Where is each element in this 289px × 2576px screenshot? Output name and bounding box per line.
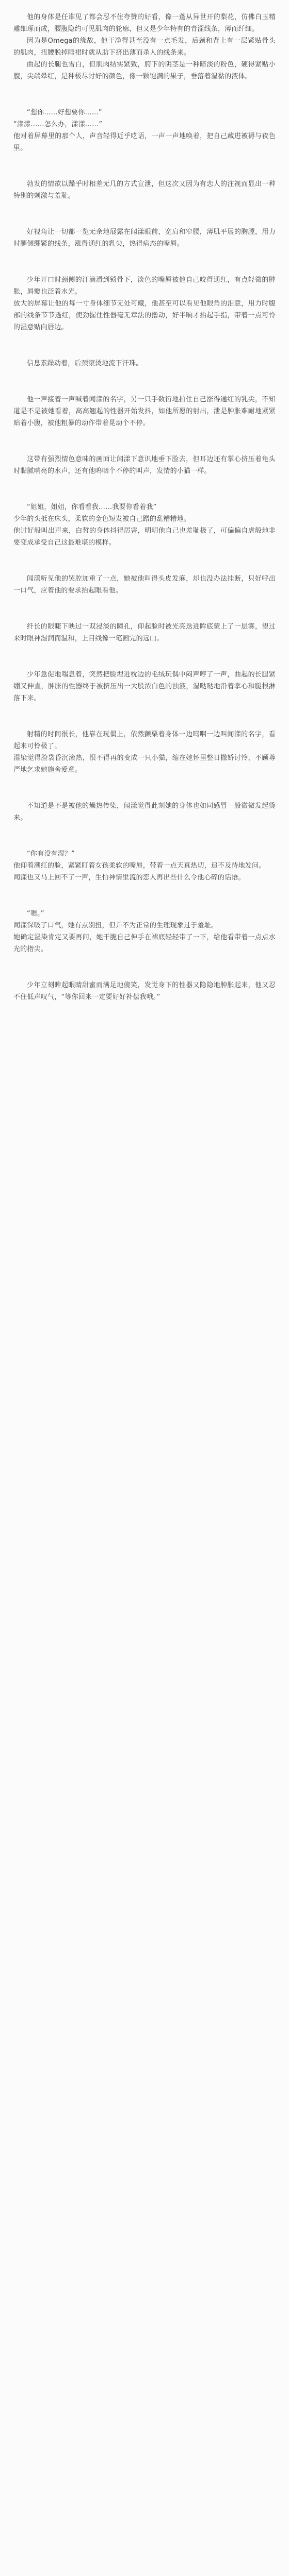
paragraph-gap — [13, 82, 276, 107]
paragraph-gap — [13, 429, 276, 453]
paragraph-gap — [13, 704, 276, 728]
paragraph-18: “嗯。” 闻漾深吸了口气，她有点别扭，但并不为正常的生理现象过于羞耻。 她确定湿染肯定又要再问，她干脆自己伸手在裙底轻轻带了一下，给他看带着一点点水光的指尖。 — [13, 910, 276, 953]
paragraph-gap — [13, 776, 276, 800]
paragraph-14: 少年急促地喘息着，突然把脸埋进枕边的毛绒玩偶中闷声哼了一声，曲起的长腿紧绷又伸直，肿胀的性器终于被挤压出一大股浓白色的浊液，湿哒哒地沿着掌心和腿根淋落下来。 — [13, 671, 276, 702]
paragraph-19: 少年立刻眸起眼睛甜蜜而满足地傻笑，发觉身下的性器又隐隐地肿胀起来，他又忍不住低声叹气，“等你回来一定要好好补偿我哦。” — [13, 981, 276, 1001]
paragraph-gap — [13, 477, 276, 501]
paragraph-gap — [13, 597, 276, 621]
paragraph-gap — [13, 369, 276, 394]
paragraph-gap — [13, 955, 276, 979]
paragraph-11: “姐姐，姐姐，你看看我……我要你看着我” 少年的头抵在床头，柔软的金色短发被自己蹭的乱糟糟地。 他讨好般叫出声来，白皙的身体抖得厉害，明明他自己也羞耻极了，可偏偏自虐般地非要变成承受自己这最难堪的模样。 — [13, 503, 276, 547]
paragraph-1: 他的身体是任谁见了都会忍不住夸赞的好看，像一蓬从异世开的梨花，仿佛白玉精雕细琢而成，腰腹隐约可见肌肉的轮廓，但又是少年特有的青涩线条，薄而纤细。 — [13, 13, 276, 33]
paragraph-2: 因为是Omega的缘故，他干净得甚至没有一点毛发，后颈和背上有一层紧贴骨头的肌肉，扭腰脱掉睡裙时就从肋下挤出薄而杀人的线条来。 — [13, 37, 276, 57]
paragraph-gap — [13, 824, 276, 848]
paragraph-5: 勃发的情欲以躁乎时相差无几的方式宣泄，但这次又因为有恋人的注视而显出一种特别的刺激与羞耻。 — [13, 180, 276, 200]
paragraph-7: 少年开口时颈侧的汗滴滑到锁骨下，淡色的嘴唇被他自己咬得通红，有点轻微的肿胀，唇瓣也泛着水光。 放大的屏幕让他的每一寸身体细节无处可藏，他甚至可以看见他眼角的泪意，用力时腹部的线条节节透红，使劲握住性器毫无章法的撸动，好半晌才抬起手指，带着一点可怜的湿意贴向唇边。 — [13, 276, 276, 331]
paragraph-17: “你有没有湿？” 他仰着潮红的脸，紧紧盯着女孩柔软的嘴唇，带着一点天真热切，追不及待地发问。 闻漾也又马上回不了一声，生怕神情里流的恋人再出些什么令他心碎的话语。 — [13, 850, 266, 882]
paragraph-gap — [13, 154, 276, 178]
paragraph-9: 他一声接着一声喊着闻漾的名字，另一只手数衍地拍住自己涨得通红的乳尖，不知道是不是被她看着，高高翘起的性器开始发抖，如他所愿的射出，泄是肿胀难耐地紧紧贴着小腹，被他粗暴的动作带着晃动个不停。 — [13, 396, 276, 427]
paragraph-gap — [13, 549, 276, 573]
paragraph-gap — [13, 884, 276, 908]
paragraph-12: 闻漾听见他的哭腔加重了一点，她被他叫得头皮发麻，却也没办法挂断，只好呼出一口气，应着他的要求抬起眼看他。 — [13, 575, 276, 595]
paragraph-16: 不知道是不是被他的燥热传染，闻漾觉得此刻她的身体也如同感冒一般微微发起烫来。 — [13, 802, 276, 822]
paragraph-6: 好视角让一切都一览无余地展露在闻漾眼前，宽肩和窄腰，薄肌平展的胸膛，用力时腿侧绷紧的线条，涨得通红的乳尖，热得病态的嘴唇。 — [13, 228, 276, 248]
paragraph-10: 这带有强烈情色意味的画面让闻漾下意识地垂下脸去，但耳边还有掌心挤压着龟头时黏腻响亮的水声，还有他呜咽个不停的叫声，发情的小猫一样。 — [13, 455, 276, 475]
paragraph-4: “想你……好想要你……” “漾漾……怎么办，漾漾……” 他对着屏幕里的那个人，声音轻得近乎呓语，一声一声地唤着，把自己藏进被褥与夜色里。 — [13, 109, 276, 152]
paragraph-gap — [13, 202, 276, 226]
paragraph-8: 信息素躁动着，后颈滚烫地流下汗珠。 — [27, 360, 143, 367]
paragraph-15: 射精的时间很长，他靠在玩偶上，依然颤栗着身体一边呜咽一边叫闻漾的名字，看起来可怜极了。 湿染觉得脸袋昏沉滚热，恨不得再的变成一只小猫，缩在她怀里整日撒娇讨怜，不顾尊严地乞求她施舍爱意。 — [13, 731, 276, 774]
paragraph-gap — [13, 250, 276, 274]
paragraph-13: 纤长的眼睫下映过一双浸淡的瞳孔，仰起脸时被光亮迭进眸底蒙上了一层雾，望过来时眼神湿润而温和，上目线像一笔画完的远山。 — [13, 623, 276, 642]
paragraph-gap — [13, 333, 276, 358]
paragraph-3: 曲起的长腿也雪白，但肌肉结实紧致，胯下的阴茎是一种暗淡的粉色，硬得紧贴小腹，尖端晕红，是种极尽讨好的颜色，像一颗饱满的果子，垂落着湿黏的液体。 — [13, 61, 276, 80]
